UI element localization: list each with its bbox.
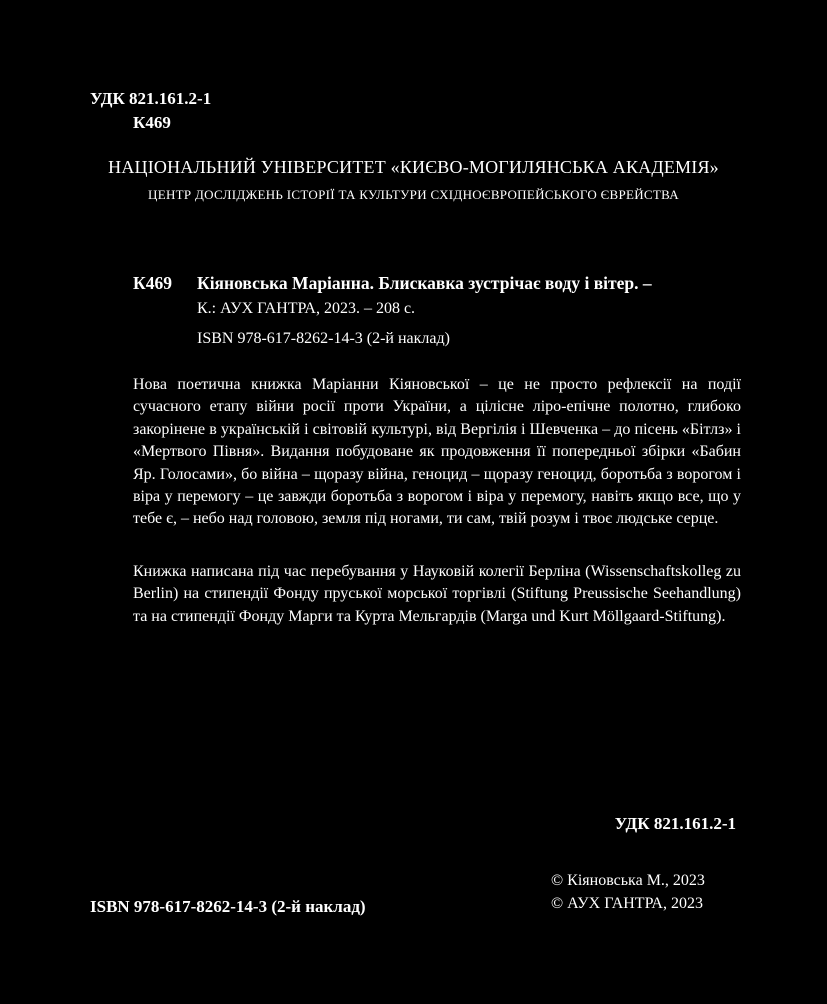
funding-paragraph: Книжка написана під час перебування у Науковій колегії Берліна (Wissenschaftskolleg zu Berlin) на стипендії Фонду пруської морської торгівлі (Stiftung Preussische Seehandlung) та на стипендії Фонду Марги та Курта Мельгардів (Marga und Kurt Möllgaard-Stiftung). [133,563,741,625]
catalog-title: Кіяновська Маріанна. Блискавка зустрічає воду і вітер. – [197,273,652,293]
author-code: К469 [133,113,171,132]
udk-index: УДК 821.161.2-1 [90,89,212,108]
catalog-code: К469 [133,273,172,293]
copyright-author: © Кіяновська М., 2023 [551,872,705,889]
footer-udk: УДК 821.161.2-1 [614,814,736,833]
annotation-paragraph: Нова поетична книжка Маріанни Кіяновської – це не просто рефлексії на події сучасного етапу війни росії проти України, а цілісне ліро-епічне полотно, глибоко закорінене в українській і світовій культурі, від Вергілія і Шевченка – до пісень «Бітлз» і «Мертвого Півня». Видання побудоване як продовження її попередньої збірки «Бабин Яр. Голосами», бо війна – щоразу війна, геноцид – щоразу геноцид, боротьба з ворогом і віра у перемогу – це завжди боротьба з ворогом і віра у перемогу, навіть якщо все, що у тебе є, – небо над головою, земля під ногами, ти сам, твій розум і твоє людське серце. [133,376,741,528]
copyright-publisher: © АУХ ГАНТРА, 2023 [551,895,703,912]
research-center-name: ЦЕНТР ДОСЛІДЖЕНЬ ІСТОРІЇ ТА КУЛЬТУРИ СХІДНОЄВРОПЕЙСЬКОГО ЄВРЕЙСТВА [148,187,679,202]
catalog-isbn: ISBN 978-617-8262-14-3 (2-й наклад) [197,330,450,347]
institution-name: НАЦІОНАЛЬНИЙ УНІВЕРСИТЕТ «КИЄВО-МОГИЛЯНСЬКА АКАДЕМІЯ» [108,157,719,177]
footer-isbn: ISBN 978-617-8262-14-3 (2-й наклад) [90,897,366,916]
catalog-publication: К.: АУХ ГАНТРА, 2023. – 208 с. [197,300,416,317]
